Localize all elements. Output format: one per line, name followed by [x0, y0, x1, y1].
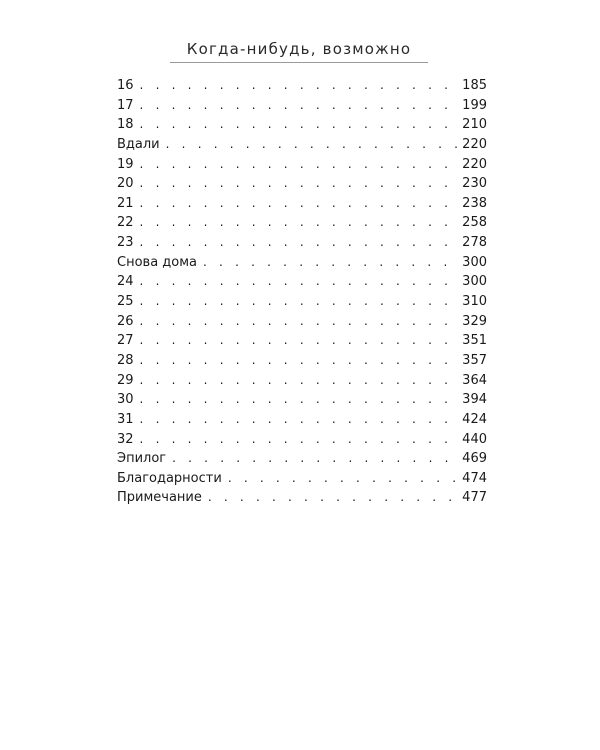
toc-dot-leader — [140, 155, 459, 175]
toc-entry — [117, 194, 487, 214]
toc-entry-label: 23 — [117, 235, 134, 251]
toc-entry-label: 26 — [117, 313, 134, 329]
toc-entry-page: 364 — [462, 372, 487, 388]
toc-dot-leader — [166, 135, 459, 155]
toc-entry — [117, 272, 487, 292]
running-head-title: Когда-нибудь, возможно — [186, 40, 412, 58]
toc-entry-page: 474 — [462, 470, 487, 486]
toc-dot-leader — [140, 96, 459, 116]
toc-dot-leader — [208, 488, 458, 508]
toc-dot-leader — [140, 390, 459, 410]
toc-entry-label: 19 — [117, 156, 134, 172]
toc-entry-page: 300 — [462, 274, 487, 290]
toc-entry — [117, 213, 487, 233]
toc-entry-label: 29 — [117, 372, 134, 388]
toc-dot-leader — [140, 351, 459, 371]
toc-entry — [117, 253, 487, 273]
toc-entry — [117, 331, 487, 351]
toc-entry-page: 329 — [462, 313, 487, 329]
toc-entry-page: 477 — [462, 490, 487, 506]
toc-dot-leader — [140, 410, 459, 430]
toc-dot-leader — [140, 213, 459, 233]
toc-entry — [117, 430, 487, 450]
toc-entry-page: 351 — [462, 333, 487, 349]
toc-entry-page: 440 — [462, 431, 487, 447]
toc-entry-label: 24 — [117, 274, 134, 290]
toc-dot-leader — [140, 272, 459, 292]
toc-entry-label: 32 — [117, 431, 134, 447]
toc-entry — [117, 449, 487, 469]
toc-entry — [117, 488, 487, 508]
toc-entry — [117, 233, 487, 253]
toc-entry-page: 310 — [462, 294, 487, 310]
toc-entry — [117, 155, 487, 175]
toc-dot-leader — [228, 469, 458, 489]
table-of-contents — [117, 76, 487, 508]
toc-entry-page: 278 — [462, 235, 487, 251]
toc-dot-leader — [140, 371, 459, 391]
toc-entry-page: 469 — [462, 451, 487, 467]
toc-dot-leader — [140, 430, 459, 450]
toc-entry-page: 220 — [462, 136, 487, 152]
header-rule — [170, 62, 428, 63]
toc-entry-label: Эпилог — [117, 451, 167, 467]
toc-entry-page: 230 — [462, 176, 487, 192]
toc-entry-page: 424 — [462, 411, 487, 427]
toc-entry-label: Снова дома — [117, 254, 198, 270]
toc-dot-leader — [140, 292, 459, 312]
toc-entry-label: 21 — [117, 195, 134, 211]
toc-entry — [117, 135, 487, 155]
toc-entry-label: 30 — [117, 392, 134, 408]
toc-entry — [117, 390, 487, 410]
toc-entry — [117, 410, 487, 430]
toc-entry-page: 394 — [462, 392, 487, 408]
toc-entry — [117, 76, 487, 96]
toc-entry-label: 25 — [117, 294, 134, 310]
toc-dot-leader — [140, 233, 459, 253]
toc-entry-page: 300 — [462, 254, 487, 270]
toc-entry — [117, 312, 487, 332]
toc-dot-leader — [140, 76, 459, 96]
toc-entry-label: 31 — [117, 411, 134, 427]
toc-entry-label: Благодарности — [117, 470, 222, 486]
toc-entry-page: 185 — [462, 78, 487, 93]
toc-entry-page: 199 — [462, 97, 487, 113]
toc-entry-label: Примечание — [117, 490, 202, 506]
toc-entry-label: 17 — [117, 97, 134, 113]
toc-entry — [117, 371, 487, 391]
toc-dot-leader — [203, 253, 458, 273]
toc-entry — [117, 174, 487, 194]
toc-entry-page: 210 — [462, 117, 487, 133]
toc-entry — [117, 351, 487, 371]
toc-dot-leader — [140, 312, 459, 332]
toc-entry — [117, 292, 487, 312]
toc-entry-label: 20 — [117, 176, 134, 192]
toc-dot-leader — [140, 115, 459, 135]
toc-entry-label: 28 — [117, 352, 134, 368]
toc-entry-page: 238 — [462, 195, 487, 211]
toc-entry-label: 18 — [117, 117, 134, 133]
toc-entry — [117, 469, 487, 489]
toc-entry — [117, 115, 487, 135]
toc-entry-page: 220 — [462, 156, 487, 172]
toc-entry-label: Вдали — [117, 136, 160, 152]
toc-entry-label: 27 — [117, 333, 134, 349]
toc-entry — [117, 96, 487, 116]
toc-dot-leader — [140, 174, 459, 194]
toc-dot-leader — [140, 194, 459, 214]
toc-dot-leader — [172, 449, 458, 469]
toc-entry-label: 22 — [117, 215, 134, 231]
toc-entry-page: 357 — [462, 352, 487, 368]
toc-entry-label: 16 — [117, 78, 134, 93]
toc-entry-page: 258 — [462, 215, 487, 231]
toc-dot-leader — [140, 331, 459, 351]
